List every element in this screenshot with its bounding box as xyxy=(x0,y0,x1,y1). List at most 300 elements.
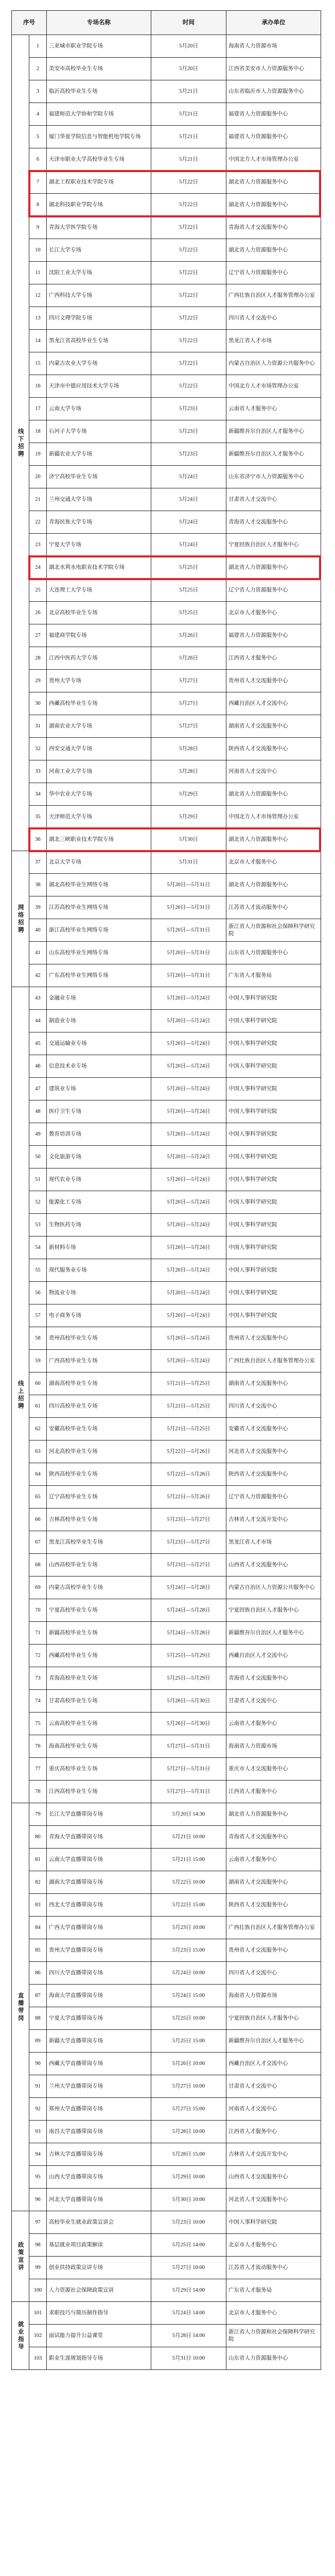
host-organization: 中国人事科学研究院 xyxy=(226,1010,321,1032)
table-row xyxy=(12,2302,321,2325)
table-row xyxy=(12,1010,321,1032)
event-time: 5月22日—5月26日 xyxy=(151,1486,226,1509)
event-name: 四川高校毕业生专场 xyxy=(47,1395,151,1418)
host-organization: 湖北省人力资源服务中心 xyxy=(226,1803,321,1826)
row-number: 60 xyxy=(29,1372,47,1395)
event-time: 5月31日 10:00 xyxy=(151,2347,226,2370)
section-label: 政策宣讲 xyxy=(12,2211,29,2302)
event-time: 5月20日—5月24日 xyxy=(151,1304,226,1327)
event-time: 5月25日 xyxy=(151,602,226,624)
table-row xyxy=(12,1735,321,1758)
event-name: 湖南高校毕业生专场 xyxy=(47,1372,151,1395)
host-organization: 中国人事科学研究院 xyxy=(226,1055,321,1078)
event-name: 黑龙江省高校毕业生专场 xyxy=(47,330,151,352)
event-name: 物流业专场 xyxy=(47,1282,151,1304)
row-number: 61 xyxy=(29,1395,47,1418)
table-row xyxy=(12,942,321,964)
event-name: 吉林高校毕业生专场 xyxy=(47,1509,151,1531)
host-organization: 福建省人力资源服务中心 xyxy=(226,126,321,148)
event-time: 5月24日—5月28日 xyxy=(151,1577,226,1599)
event-time: 5月21日—5月25日 xyxy=(151,1418,226,1440)
host-organization: 福建省人力资源服务中心 xyxy=(226,624,321,647)
event-time: 5月28日 xyxy=(151,738,226,760)
row-number: 64 xyxy=(29,1463,47,1486)
table-row xyxy=(12,1645,321,1667)
row-number: 27 xyxy=(29,624,47,647)
row-number: 55 xyxy=(29,1259,47,1282)
table-row xyxy=(12,2347,321,2370)
event-name: 兰州大学直播带岗专场 xyxy=(47,2075,151,2098)
event-time: 5月21日 xyxy=(151,80,226,103)
event-name: 湖北工程职业技术学院专场 xyxy=(47,171,151,194)
row-number: 18 xyxy=(29,420,47,443)
host-organization: 四川省人才交流中心 xyxy=(226,1395,321,1418)
host-organization: 云南省人才服务中心 xyxy=(226,1849,321,1871)
event-time: 5月24日 xyxy=(151,488,226,511)
event-time: 5月28日 14:00 xyxy=(151,2325,226,2347)
host-organization: 江西省人才服务中心 xyxy=(226,2121,321,2143)
row-number: 2 xyxy=(29,58,47,80)
event-time: 5月20日—5月24日 xyxy=(151,1055,226,1078)
table-row xyxy=(12,2189,321,2211)
event-name: 重庆高校毕业生专场 xyxy=(47,1758,151,1781)
event-name: 贵州大学专场 xyxy=(47,670,151,692)
table-row xyxy=(12,1985,321,2007)
event-time: 5月20日—5月31日 xyxy=(151,964,226,987)
event-time: 5月30日 10:00 xyxy=(151,2189,226,2211)
event-time: 5月20日—5月24日 xyxy=(151,1123,226,1146)
event-name: 石河子大学专场 xyxy=(47,420,151,443)
table-row xyxy=(12,1372,321,1395)
table-row xyxy=(12,1849,321,1871)
event-time: 5月20日—5月24日 xyxy=(151,1327,226,1350)
row-number: 98 xyxy=(29,2234,47,2257)
header-org: 承办单位 xyxy=(226,11,321,35)
event-name: 郑州大学直播带岗专场 xyxy=(47,2098,151,2121)
event-time: 5月25日 14:00 xyxy=(151,2234,226,2257)
event-time: 5月22日 xyxy=(151,330,226,352)
event-time: 5月20日—5月24日 xyxy=(151,1168,226,1191)
section-label: 线上招聘 xyxy=(12,987,29,1803)
host-organization: 河南省人才交流中心 xyxy=(226,760,321,783)
event-name: 辽宁高校毕业生专场 xyxy=(47,1486,151,1509)
event-time: 5月22日—5月26日 xyxy=(151,1440,226,1463)
event-time: 5月23日 xyxy=(151,443,226,466)
event-name: 山东高校毕业生网络专场 xyxy=(47,942,151,964)
event-name: 文化旅游专场 xyxy=(47,1146,151,1168)
event-time: 5月26日—5月30日 xyxy=(151,1690,226,1713)
event-time: 5月23日 xyxy=(151,398,226,420)
table-row xyxy=(12,1486,321,1509)
event-name: 山西大学直播带岗专场 xyxy=(47,2166,151,2189)
event-time: 5月21日—5月25日 xyxy=(151,1372,226,1395)
table-row xyxy=(12,760,321,783)
table-row xyxy=(12,2257,321,2279)
host-organization: 福建省人力资源服务中心 xyxy=(226,103,321,126)
row-number: 99 xyxy=(29,2257,47,2279)
row-number: 68 xyxy=(29,1554,47,1577)
event-name: 创业扶持政策宣讲专场 xyxy=(47,2257,151,2279)
row-number: 69 xyxy=(29,1577,47,1599)
row-number: 91 xyxy=(29,2075,47,2098)
row-number: 49 xyxy=(29,1123,47,1146)
host-organization: 江西省人才服务中心 xyxy=(226,1781,321,1803)
table-row xyxy=(12,398,321,420)
row-number: 74 xyxy=(29,1690,47,1713)
table-row xyxy=(12,330,321,352)
row-number: 87 xyxy=(29,1985,47,2007)
row-number: 11 xyxy=(29,262,47,284)
host-organization: 内蒙古自治区人力资源公共服务中心 xyxy=(226,352,321,375)
event-time: 5月22日—5月26日 xyxy=(151,1463,226,1486)
event-time: 5月24日 xyxy=(151,534,226,556)
table-row xyxy=(12,874,321,896)
event-time: 5月27日 xyxy=(151,692,226,715)
row-number: 75 xyxy=(29,1713,47,1735)
section-label: 就业指导 xyxy=(12,2302,29,2370)
host-organization: 湖南省人才交流服务中心 xyxy=(226,715,321,738)
event-time: 5月24日—5月28日 xyxy=(151,1622,226,1645)
table-row xyxy=(12,488,321,511)
row-number: 103 xyxy=(29,2347,47,2370)
row-number: 58 xyxy=(29,1327,47,1350)
table-row xyxy=(12,466,321,488)
host-organization: 云南省人才服务中心 xyxy=(226,398,321,420)
host-organization: 中国人事科学研究院 xyxy=(226,2211,321,2234)
event-time: 5月20日—5月31日 xyxy=(151,874,226,896)
event-name: 浙江高校毕业生网络专场 xyxy=(47,919,151,942)
row-number: 1 xyxy=(29,35,47,58)
table-row xyxy=(12,1803,321,1826)
host-organization: 广西壮族自治区人才服务管理办公室 xyxy=(226,1917,321,1939)
row-number: 16 xyxy=(29,375,47,398)
event-time: 5月22日 xyxy=(151,262,226,284)
event-name: 兰州交通大学专场 xyxy=(47,488,151,511)
table-row xyxy=(12,1962,321,1985)
event-time: 5月20日—5月24日 xyxy=(151,1078,226,1100)
event-name: 西安交通大学专场 xyxy=(47,738,151,760)
row-number: 15 xyxy=(29,352,47,375)
host-organization: 浙江省人力资源和社会保障科学研究院 xyxy=(226,2325,321,2347)
row-number: 44 xyxy=(29,1010,47,1032)
event-time: 5月20日—5月24日 xyxy=(151,987,226,1010)
row-number: 25 xyxy=(29,579,47,602)
event-name: 山西高校毕业生专场 xyxy=(47,1554,151,1577)
row-number: 81 xyxy=(29,1849,47,1871)
table-row xyxy=(12,1599,321,1622)
event-time: 5月21日 10:00 xyxy=(151,1826,226,1849)
host-organization: 中国北方人才市场管理办公室 xyxy=(226,375,321,398)
event-time: 5月20日—5月24日 xyxy=(151,1350,226,1372)
event-time: 5月25日 15:00 xyxy=(151,2030,226,2053)
row-number: 43 xyxy=(29,987,47,1010)
event-name: 西北大学直播带岗专场 xyxy=(47,1894,151,1917)
event-time: 5月20日—5月31日 xyxy=(151,942,226,964)
host-organization: 青海省人才交流服务中心 xyxy=(226,1667,321,1690)
event-name: 新疆农业大学专场 xyxy=(47,443,151,466)
event-time: 5月20日—5月24日 xyxy=(151,1214,226,1236)
event-time: 5月23日—5月27日 xyxy=(151,1554,226,1577)
host-organization: 云南省人才服务中心 xyxy=(226,1713,321,1735)
table-row xyxy=(12,171,321,194)
event-time: 5月29日 14:00 xyxy=(151,2279,226,2302)
host-organization: 河北省人才交流服务中心 xyxy=(226,2189,321,2211)
host-organization: 湖南省人才交流服务中心 xyxy=(226,1372,321,1395)
host-organization: 安徽省人才交流服务中心 xyxy=(226,1418,321,1440)
event-name: 宁夏高校毕业生专场 xyxy=(47,1599,151,1622)
event-name: 青海大学医学院专场 xyxy=(47,216,151,239)
event-time: 5月22日 10:00 xyxy=(151,1871,226,1894)
table-row xyxy=(12,2279,321,2302)
event-name: 云南高校毕业生专场 xyxy=(47,1713,151,1735)
event-time: 5月20日—5月24日 xyxy=(151,1032,226,1055)
event-name: 交通运输业专场 xyxy=(47,1032,151,1055)
table-row xyxy=(12,2030,321,2053)
table-row xyxy=(12,35,321,58)
event-time: 5月26日 xyxy=(151,624,226,647)
event-time: 5月26日—5月30日 xyxy=(151,1713,226,1735)
event-name: 四川文理学院专场 xyxy=(47,307,151,330)
event-time: 5月22日 xyxy=(151,194,226,216)
row-number: 102 xyxy=(29,2325,47,2347)
event-time: 5月24日 xyxy=(151,511,226,534)
event-name: 天津市职业大学高校毕业生专场 xyxy=(47,148,151,171)
event-time: 5月20日—5月24日 xyxy=(151,1259,226,1282)
table-row xyxy=(12,1146,321,1168)
row-number: 35 xyxy=(29,806,47,828)
host-organization: 山东省临沂市人力资源服务中心 xyxy=(226,80,321,103)
host-organization: 北京市人才服务中心 xyxy=(226,2234,321,2257)
host-organization: 中国人事科学研究院 xyxy=(226,1146,321,1168)
event-time: 5月27日 10:00 xyxy=(151,2257,226,2279)
table-row xyxy=(12,692,321,715)
table-row xyxy=(12,806,321,828)
event-name: 西藏大学直播带岗专场 xyxy=(47,2053,151,2075)
host-organization: 广东省人才服务局 xyxy=(226,2279,321,2302)
section-label: 直播带岗 xyxy=(12,1803,29,2211)
host-organization: 中国人事科学研究院 xyxy=(226,1259,321,1282)
host-organization: 西藏自治区人才交流中心 xyxy=(226,1645,321,1667)
table-row xyxy=(12,126,321,148)
host-organization: 中国北方人才市场管理办公室 xyxy=(226,148,321,171)
section-label: 线下招聘 xyxy=(12,35,29,851)
host-organization: 甘肃省人才交流中心 xyxy=(226,488,321,511)
row-number: 13 xyxy=(29,307,47,330)
event-time: 5月27日—5月31日 xyxy=(151,1735,226,1758)
row-number: 97 xyxy=(29,2211,47,2234)
row-number: 21 xyxy=(29,488,47,511)
event-name: 美安市高校毕业生专场 xyxy=(47,58,151,80)
row-number: 26 xyxy=(29,602,47,624)
event-time: 5月27日—5月31日 xyxy=(151,1781,226,1803)
event-name: 建筑业专场 xyxy=(47,1078,151,1100)
row-number: 67 xyxy=(29,1531,47,1554)
host-organization: 新疆维吾尔自治区人才服务中心 xyxy=(226,2030,321,2053)
event-name: 天津师范大学专场 xyxy=(47,806,151,828)
event-name: 云南大学直播带岗专场 xyxy=(47,1849,151,1871)
host-organization: 湖北省人力资源服务中心 xyxy=(226,828,321,851)
event-name: 江西高校毕业生专场 xyxy=(47,1781,151,1803)
event-name: 天津市中德应用技术大学专场 xyxy=(47,375,151,398)
event-time: 5月22日 15:00 xyxy=(151,1894,226,1917)
row-number: 54 xyxy=(29,1236,47,1259)
table-row xyxy=(12,375,321,398)
row-number: 39 xyxy=(29,896,47,919)
table-row xyxy=(12,1282,321,1304)
table-row xyxy=(12,738,321,760)
table-row xyxy=(12,1531,321,1554)
event-name: 三亚城市职业学院专场 xyxy=(47,35,151,58)
table-row xyxy=(12,1350,321,1372)
event-time: 5月24日 15:00 xyxy=(151,1985,226,2007)
table-row xyxy=(12,1055,321,1078)
host-organization: 辽宁省人力资源服务中心 xyxy=(226,262,321,284)
row-number: 62 xyxy=(29,1418,47,1440)
event-time: 5月20日—5月31日 xyxy=(151,919,226,942)
table-row xyxy=(12,1440,321,1463)
event-name: 生物医药专场 xyxy=(47,1214,151,1236)
event-name: 陕西高校毕业生专场 xyxy=(47,1463,151,1486)
row-number: 95 xyxy=(29,2166,47,2189)
event-time: 5月20日 xyxy=(151,35,226,58)
table-row xyxy=(12,534,321,556)
table-row xyxy=(12,987,321,1010)
row-number: 77 xyxy=(29,1758,47,1781)
table-row xyxy=(12,647,321,670)
host-organization: 河南省人才交流中心 xyxy=(226,2098,321,2121)
host-organization: 陕西省人才交流服务中心 xyxy=(226,1894,321,1917)
event-time: 5月22日 xyxy=(151,216,226,239)
event-name: 沈阳工业大学专场 xyxy=(47,262,151,284)
host-organization: 甘肃省人才交流中心 xyxy=(226,2075,321,2098)
table-row xyxy=(12,1894,321,1917)
table-row xyxy=(12,2211,321,2234)
row-number: 22 xyxy=(29,511,47,534)
row-number: 63 xyxy=(29,1440,47,1463)
event-name: 福建商学院专场 xyxy=(47,624,151,647)
host-organization: 贵州省人才交流服务中心 xyxy=(226,1939,321,1962)
event-time: 5月27日 10:00 xyxy=(151,2075,226,2098)
event-time: 5月21日 15:00 xyxy=(151,1849,226,1871)
event-name: 青海高校毕业生专场 xyxy=(47,1667,151,1690)
table-row xyxy=(12,194,321,216)
event-time: 5月27日 15:00 xyxy=(151,2098,226,2121)
host-organization: 中国人事科学研究院 xyxy=(226,1304,321,1327)
event-name: 基层就业项目政策解读 xyxy=(47,2234,151,2257)
row-number: 83 xyxy=(29,1894,47,1917)
host-organization: 宁夏回族自治区人才服务中心 xyxy=(226,1599,321,1622)
host-organization: 四川省人才交流中心 xyxy=(226,307,321,330)
host-organization: 陕西省人才交流服务中心 xyxy=(226,1463,321,1486)
event-name: 宁夏大学专场 xyxy=(47,534,151,556)
event-name: 医疗卫生专场 xyxy=(47,1100,151,1123)
event-time: 5月31日 xyxy=(151,851,226,874)
event-time: 5月20日 xyxy=(151,58,226,80)
host-organization: 山东省人力资源服务中心 xyxy=(226,942,321,964)
event-time: 5月24日 14:00 xyxy=(151,2302,226,2325)
host-organization: 湖北省人力资源服务中心 xyxy=(226,783,321,806)
event-name: 北京高校毕业生专场 xyxy=(47,602,151,624)
schedule-body xyxy=(12,35,321,2370)
host-organization: 陕西省人才交流服务中心 xyxy=(226,738,321,760)
host-organization: 吉林省人才交流开发中心 xyxy=(226,1509,321,1531)
table-row xyxy=(12,2007,321,2030)
table-row xyxy=(12,2166,321,2189)
event-name: 西藏高校毕业生专场 xyxy=(47,1645,151,1667)
event-time: 5月29日 10:00 xyxy=(151,2166,226,2189)
host-organization: 北京市人才服务中心 xyxy=(226,851,321,874)
table-row xyxy=(12,103,321,126)
event-name: 湖南农业大学专场 xyxy=(47,715,151,738)
host-organization: 山西省人才交流服务中心 xyxy=(226,2166,321,2189)
table-row xyxy=(12,420,321,443)
table-row xyxy=(12,148,321,171)
table-row xyxy=(12,1191,321,1214)
table-row xyxy=(12,352,321,375)
table-row xyxy=(12,1304,321,1327)
row-number: 82 xyxy=(29,1871,47,1894)
event-time: 5月22日 xyxy=(151,171,226,194)
row-number: 70 xyxy=(29,1599,47,1622)
table-row xyxy=(12,1554,321,1577)
event-time: 5月27日—5月31日 xyxy=(151,1758,226,1781)
table-row xyxy=(12,2053,321,2075)
event-time: 5月20日—5月31日 xyxy=(151,896,226,919)
table-row xyxy=(12,2098,321,2121)
row-number: 42 xyxy=(29,964,47,987)
event-time: 5月25日 xyxy=(151,556,226,579)
row-number: 93 xyxy=(29,2121,47,2143)
event-time: 5月27日 xyxy=(151,715,226,738)
event-name: 云南大学专场 xyxy=(47,398,151,420)
event-time: 5月28日 15:00 xyxy=(151,2143,226,2166)
row-number: 20 xyxy=(29,466,47,488)
event-time: 5月26日 xyxy=(151,647,226,670)
event-name: 海南大学直播带岗专场 xyxy=(47,1985,151,2007)
host-organization: 中国人事科学研究院 xyxy=(226,1282,321,1304)
row-number: 14 xyxy=(29,330,47,352)
row-number: 8 xyxy=(29,194,47,216)
event-name: 江苏高校毕业生网络专场 xyxy=(47,896,151,919)
host-organization: 广西壮族自治区人才服务管理办公室 xyxy=(226,284,321,307)
header-category: 序号 xyxy=(12,11,47,35)
host-organization: 湖北省人力资源服务中心 xyxy=(226,874,321,896)
row-number: 50 xyxy=(29,1146,47,1168)
event-name: 新疆大学直播带岗专场 xyxy=(47,2030,151,2053)
row-number: 84 xyxy=(29,1917,47,1939)
event-time: 5月26日 10:00 xyxy=(151,2053,226,2075)
table-row xyxy=(12,1327,321,1350)
event-name: 贵州高校毕业生专场 xyxy=(47,1327,151,1350)
header-name: 专场名称 xyxy=(47,11,151,35)
table-row xyxy=(12,1168,321,1191)
row-number: 36 xyxy=(29,828,47,851)
event-time: 5月21日—5月25日 xyxy=(151,1395,226,1418)
row-number: 57 xyxy=(29,1304,47,1327)
event-time: 5月20日—5月24日 xyxy=(151,1010,226,1032)
event-time: 5月30日 xyxy=(151,828,226,851)
event-time: 5月28日 10:00 xyxy=(151,2121,226,2143)
event-name: 河南工业大学专场 xyxy=(47,760,151,783)
event-time: 5月20日—5月24日 xyxy=(151,1191,226,1214)
table-row xyxy=(12,896,321,919)
event-time: 5月23日 xyxy=(151,420,226,443)
event-name: 青海民族大学专场 xyxy=(47,511,151,534)
table-row xyxy=(12,2143,321,2166)
table-row xyxy=(12,1758,321,1781)
row-number: 3 xyxy=(29,80,47,103)
host-organization: 青海省人才交流服务中心 xyxy=(226,1826,321,1849)
